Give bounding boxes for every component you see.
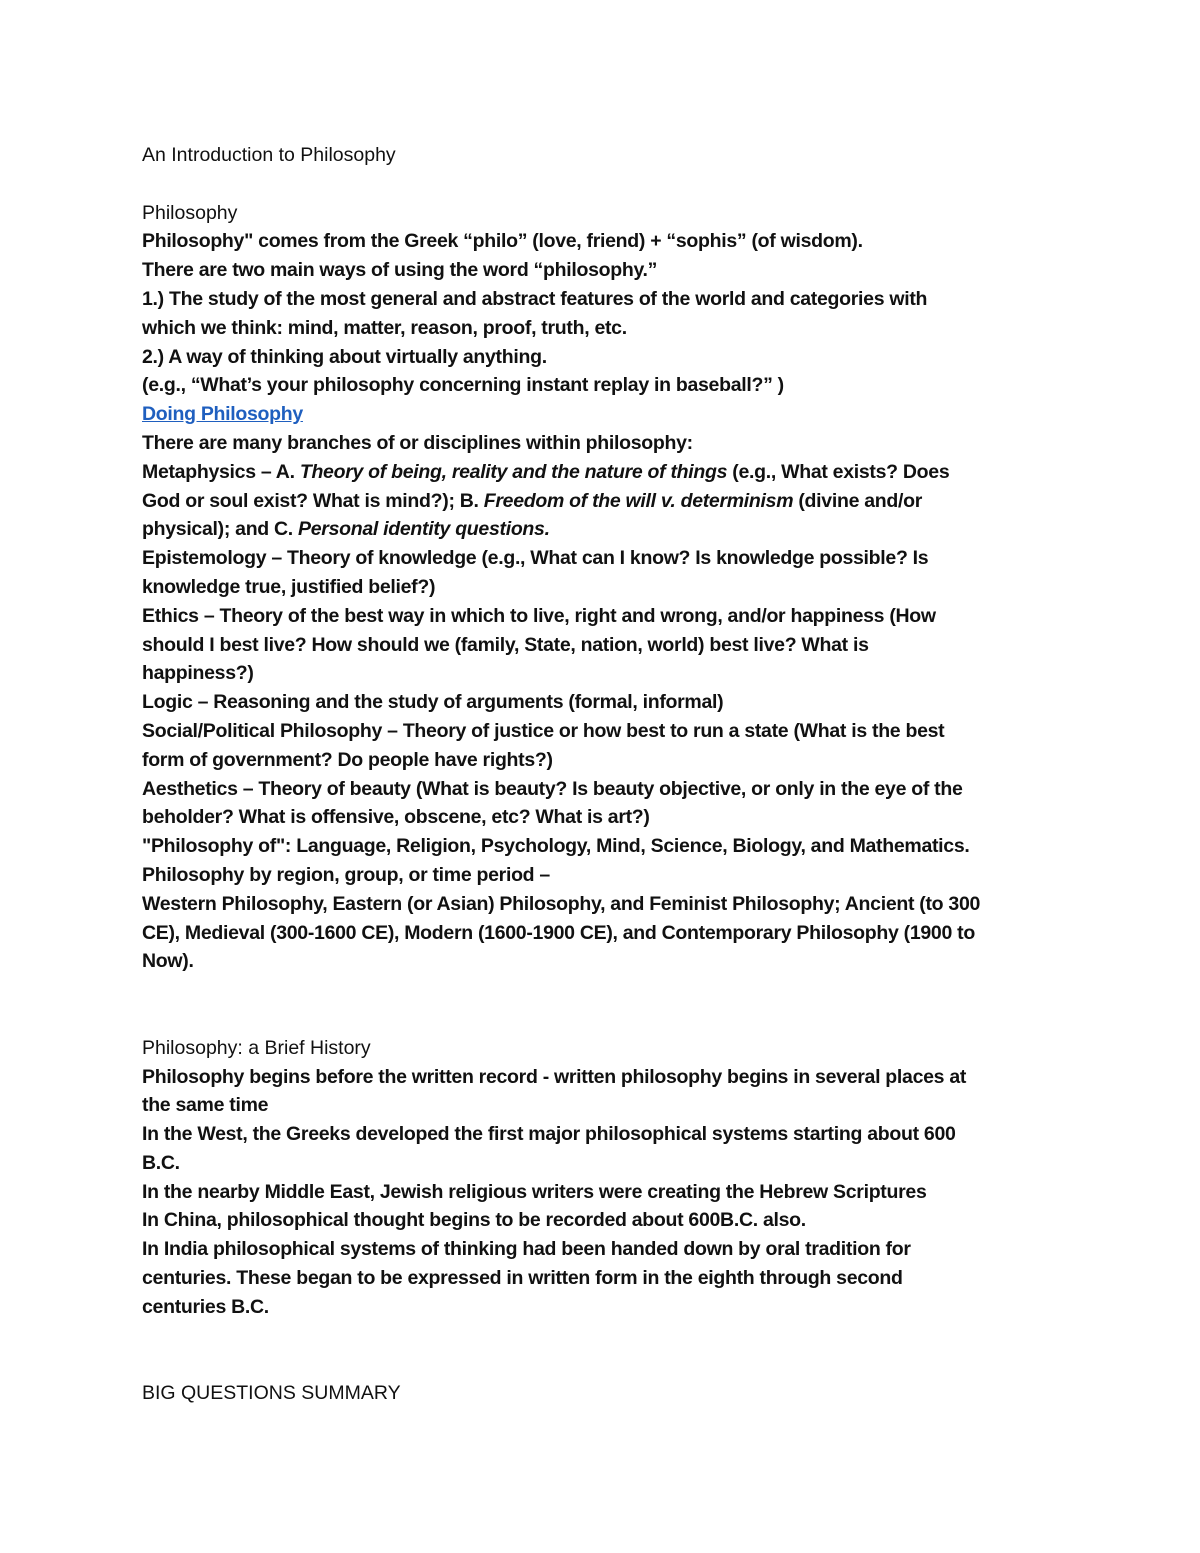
- spacer: [142, 976, 1062, 1034]
- section-heading-big-questions: BIG QUESTIONS SUMMARY: [142, 1382, 401, 1405]
- paragraph-line: centuries B.C.: [142, 1295, 269, 1318]
- paragraph-line: In China, philosophical thought begins to be recorded about 600B.C. also.: [142, 1209, 806, 1232]
- paragraph-line: (e.g., “What’s your philosophy concerning instant replay in baseball?” ): [142, 374, 784, 397]
- text-run: (e.g., What exists? Does: [727, 460, 950, 483]
- paragraph-line: should I best live? How should we (family, State, nation, world) best live? What is: [142, 633, 869, 656]
- text-run: Metaphysics – A.: [142, 460, 300, 483]
- metaphysics-line-1: [142, 458, 1062, 487]
- paragraph-line: form of government? Do people have rights?): [142, 748, 553, 771]
- document-title: An Introduction to Philosophy: [142, 144, 396, 166]
- paragraph-line: Philosophy begins before the written record - written philosophy begins in several places at: [142, 1065, 967, 1088]
- paragraph-line: "Philosophy of": Language, Religion, Psychology, Mind, Science, Biology, and Mathematics.: [142, 835, 970, 858]
- paragraph-line: Social/Political Philosophy – Theory of justice or how best to run a state (What is the best: [142, 719, 945, 742]
- paragraph-line: In the nearby Middle East, Jewish religious writers were creating the Hebrew Scriptures: [142, 1180, 927, 1203]
- paragraph-line: In the West, the Greeks developed the first major philosophical systems starting about 600: [142, 1123, 956, 1146]
- paragraph-line: Logic – Reasoning and the study of arguments (formal, informal): [142, 691, 724, 714]
- paragraph-line: 2.) A way of thinking about virtually anything.: [142, 345, 547, 368]
- spacer: [142, 170, 1062, 199]
- section-heading-brief-history: Philosophy: a Brief History: [142, 1036, 371, 1059]
- paragraph-line: centuries. These began to be expressed in written form in the eighth through second: [142, 1267, 903, 1290]
- italic-run: Personal identity questions.: [298, 518, 550, 541]
- paragraph-line: happiness?): [142, 662, 254, 685]
- paragraph-line: Philosophy by region, group, or time period –: [142, 863, 550, 886]
- paragraph-line: the same time: [142, 1094, 269, 1117]
- doing-philosophy-link[interactable]: Doing Philosophy: [142, 403, 303, 426]
- metaphysics-line-2: [142, 487, 1062, 516]
- section-heading-philosophy: Philosophy: [142, 201, 238, 224]
- metaphysics-line-3: [142, 515, 1062, 544]
- paragraph-line: Western Philosophy, Eastern (or Asian) Philosophy, and Feminist Philosophy; Ancient (to 300: [142, 892, 981, 915]
- italic-run: Freedom of the will v. determinism: [483, 489, 794, 512]
- paragraph-line: Now).: [142, 950, 194, 973]
- paragraph-line: beholder? What is offensive, obscene, etc? What is art?): [142, 806, 650, 829]
- italic-run: Theory of being, reality and the nature of things: [299, 460, 728, 483]
- paragraph-line: Aesthetics – Theory of beauty (What is beauty? Is beauty objective, or only in the eye of the: [142, 777, 963, 800]
- text-run: physical); and C.: [142, 518, 299, 541]
- paragraph-line: knowledge true, justified belief?): [142, 575, 436, 598]
- branches-intro: There are many branches of or disciplines within philosophy:: [142, 431, 693, 454]
- paragraph-line: Epistemology – Theory of knowledge (e.g., What can I know? Is knowledge possible? Is: [142, 547, 929, 570]
- paragraph-line: In India philosophical systems of thinking had been handed down by oral tradition for: [142, 1238, 911, 1261]
- spacer: [142, 1322, 1062, 1380]
- paragraph-line: Philosophy" comes from the Greek “philo” (love, friend) + “sophis” (of wisdom).: [142, 230, 863, 253]
- text-run: God or soul exist? What is mind?); B.: [142, 489, 484, 512]
- paragraph-line: CE), Medieval (300-1600 CE), Modern (1600-1900 CE), and Contemporary Philosophy (1900 to: [142, 921, 975, 944]
- paragraph-line: which we think: mind, matter, reason, proof, truth, etc.: [142, 316, 627, 339]
- document-page: [142, 141, 1062, 1408]
- paragraph-line: 1.) The study of the most general and abstract features of the world and categories with: [142, 287, 928, 310]
- paragraph-line: B.C.: [142, 1151, 180, 1174]
- paragraph-line: There are two main ways of using the word “philosophy.”: [142, 259, 658, 282]
- paragraph-line: Ethics – Theory of the best way in which to live, right and wrong, and/or happiness (How: [142, 604, 936, 627]
- text-run: (divine and/or: [793, 489, 923, 512]
